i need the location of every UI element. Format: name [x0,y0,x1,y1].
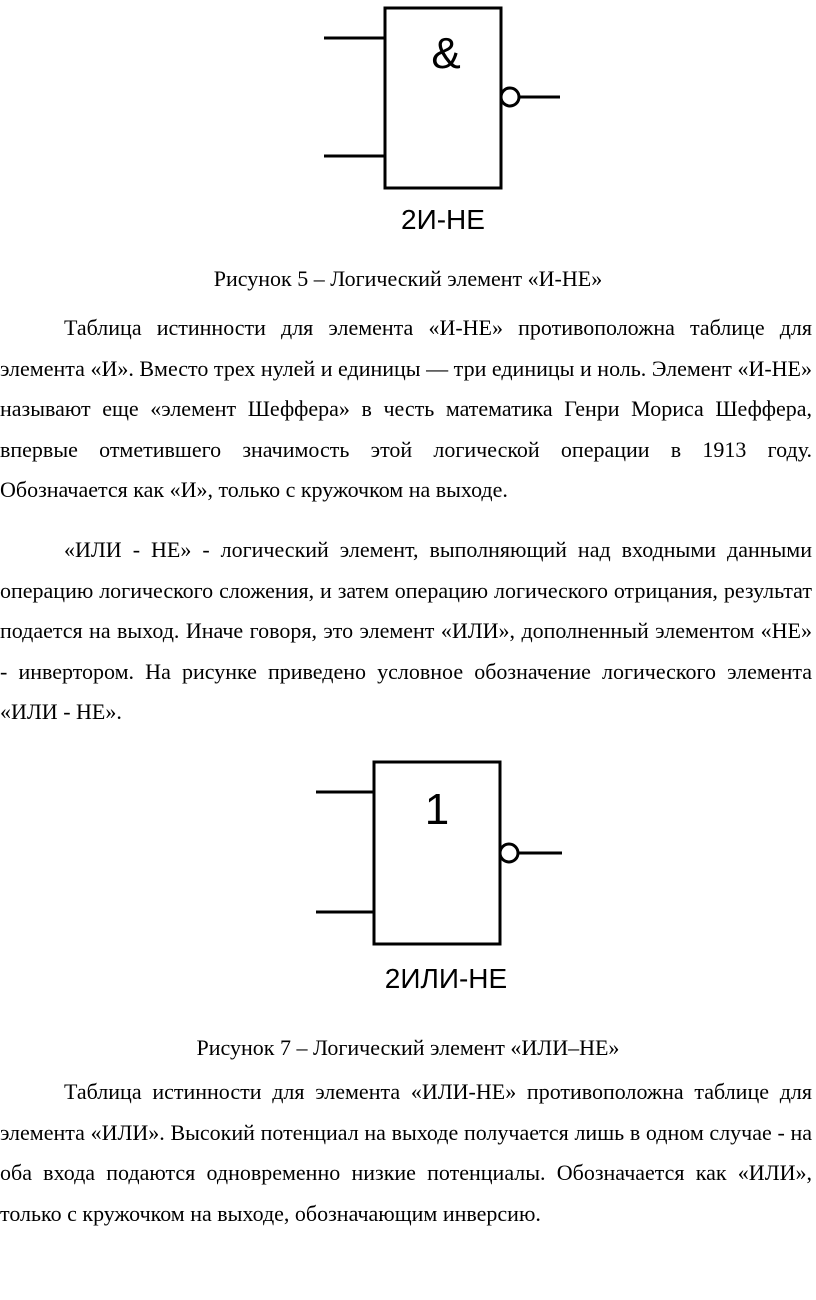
inversion-bubble [501,88,519,106]
inversion-bubble [500,844,518,862]
nor-gate-diagram [0,750,816,1010]
paragraph: Таблица истинности для элемента «И-НЕ» противоположна таблице для элемента «И». Вместо трех нулей и единицы — три единицы и ноль. Элемент «И-НЕ» называют еще «элемент Шеффера» в честь математика Генри Мориса Шеффера, впервые отметившего значимость этой логической операции в 1913 году. Обозначается как «И», только с кружочком на выходе. [0,315,812,502]
nand-gate-diagram [0,0,816,250]
nand-gate-figure [0,0,816,250]
figure-caption: Рисунок 5 – Логический элемент «И-НЕ» [213,266,603,291]
gate-label: 2ИЛИ-НЕ [384,963,508,994]
paragraph: Таблица истинности для элемента «ИЛИ-НЕ» противоположна таблице для элемента «ИЛИ». Высокий потенциал на выходе получается лишь в одном случае - на оба входа подаются одновременно низкие потенциалы. Обозначается как «ИЛИ», только с кружочком на выходе, обозначающим инверсию. [0,1079,812,1226]
gate-symbol: & [431,29,461,78]
gate-label: 2И-НЕ [401,204,485,235]
figure-caption: Рисунок 7 – Логический элемент «ИЛИ–НЕ» [196,1035,620,1060]
gate-symbol: 1 [424,785,450,834]
paragraph: «ИЛИ - НЕ» - логический элемент, выполняющий над входными данными операцию логического сложения, и затем операцию логического отрицания, результат подается на выход. Иначе говоря, это элемент «ИЛИ», дополненный элементом «НЕ» - инвертором. На рисунке приведено условное обозначение логического элемента «ИЛИ - НЕ». [0,537,812,724]
nor-gate-figure [0,750,816,1010]
